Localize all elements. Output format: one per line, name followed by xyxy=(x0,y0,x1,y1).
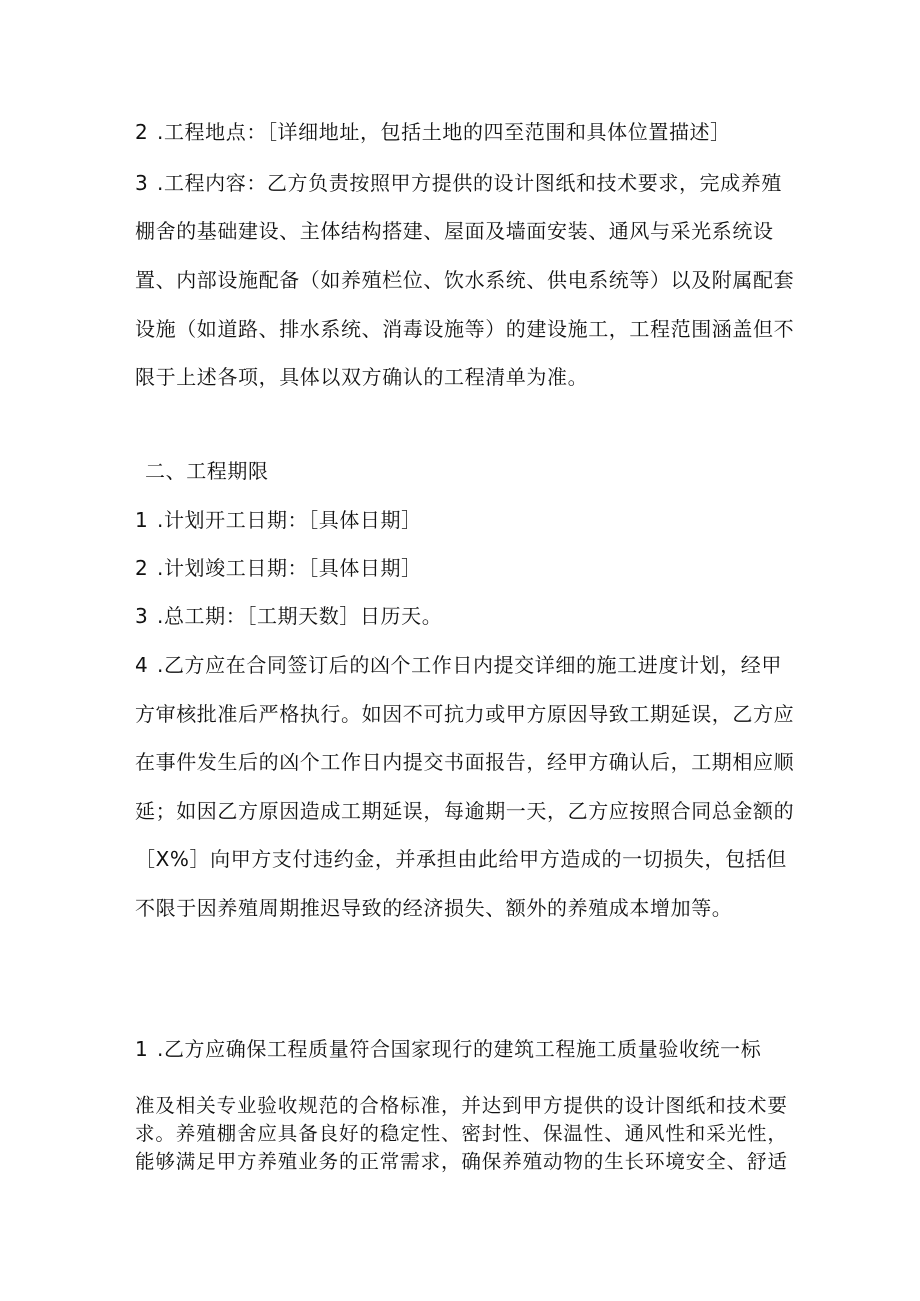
schedule-item-line-6: 不限于因养殖周期推迟导致的经济损失、额外的养殖成本增加等。 xyxy=(135,896,733,920)
duration-text: .总工期：［工期天数］日历天。 xyxy=(157,604,443,628)
content-item-line-2: 棚舍的基础建设、主体结构搭建、屋面及墙面安装、通风与采光系统设 xyxy=(135,219,774,243)
duration-item xyxy=(135,604,442,628)
schedule-item-line-2: 方审核批准后严格执行。如因不可抗力或甲方原因导致工期延误，乙方应 xyxy=(135,702,795,726)
section-heading-period: 二、工程期限 xyxy=(145,459,269,483)
quality-item-line-4: 能够满足甲方养殖业务的正常需求，确保养殖动物的生长环境安全、舒适 xyxy=(135,1150,788,1173)
start-date-item xyxy=(135,508,422,532)
end-date-item xyxy=(135,556,422,580)
content-item-line-1 xyxy=(135,171,782,195)
quality-item-line-3: 求。养殖棚舍应具备良好的稳定性、密封性、保温性、通风性和采光性， xyxy=(135,1122,788,1145)
content-item-line-3: 置、内部设施配备（如养殖栏位、饮水系统、供电系统等）以及附属配套 xyxy=(135,268,795,292)
end-date-text: .计划竣工日期：［具体日期］ xyxy=(157,556,422,580)
item-number: 4 xyxy=(135,653,149,677)
schedule-item-line-1 xyxy=(135,653,782,677)
content-item-line-4: 设施（如道路、排水系统、消毒设施等）的建设施工，工程范围涵盖但不 xyxy=(135,317,795,341)
content-item-line-5: 限于上述各项，具体以双方确认的工程清单为准。 xyxy=(135,365,589,389)
item-number: 2 xyxy=(135,120,149,144)
quality-text-line-1: .乙方应确保工程质量符合国家现行的建筑工程施工质量验收统一标 xyxy=(157,1037,762,1061)
schedule-item-line-4: 延；如因乙方原因造成工期延误，每逾期一天，乙方应按照合同总金额的 xyxy=(135,799,795,823)
quality-item-line-2: 准及相关专业验收规范的合格标准，并达到甲方提供的设计图纸和技术要 xyxy=(135,1094,788,1117)
quality-item-line-1 xyxy=(135,1037,761,1061)
schedule-item-line-5: ［X%］向甲方支付违约金，并承担由此给甲方造成的一切损失，包括但 xyxy=(135,847,787,871)
content-text-line-1: .工程内容：乙方负责按照甲方提供的设计图纸和技术要求，完成养殖 xyxy=(157,171,782,195)
schedule-item-line-3: 在事件发生后的凶个工作日内提交书面报告，经甲方确认后，工期相应顺 xyxy=(135,750,795,774)
location-item xyxy=(135,120,731,144)
start-date-text: .计划开工日期：［具体日期］ xyxy=(157,508,422,532)
location-text: .工程地点：［详细地址，包括土地的四至范围和具体位置描述］ xyxy=(157,120,731,144)
item-number: 2 xyxy=(135,556,149,580)
schedule-text-line-1: .乙方应在合同签订后的凶个工作日内提交详细的施工进度计划，经甲 xyxy=(157,653,782,677)
item-number: 3 xyxy=(135,604,149,628)
item-number: 3 xyxy=(135,171,149,195)
item-number: 1 xyxy=(135,508,149,532)
item-number: 1 xyxy=(135,1037,149,1061)
